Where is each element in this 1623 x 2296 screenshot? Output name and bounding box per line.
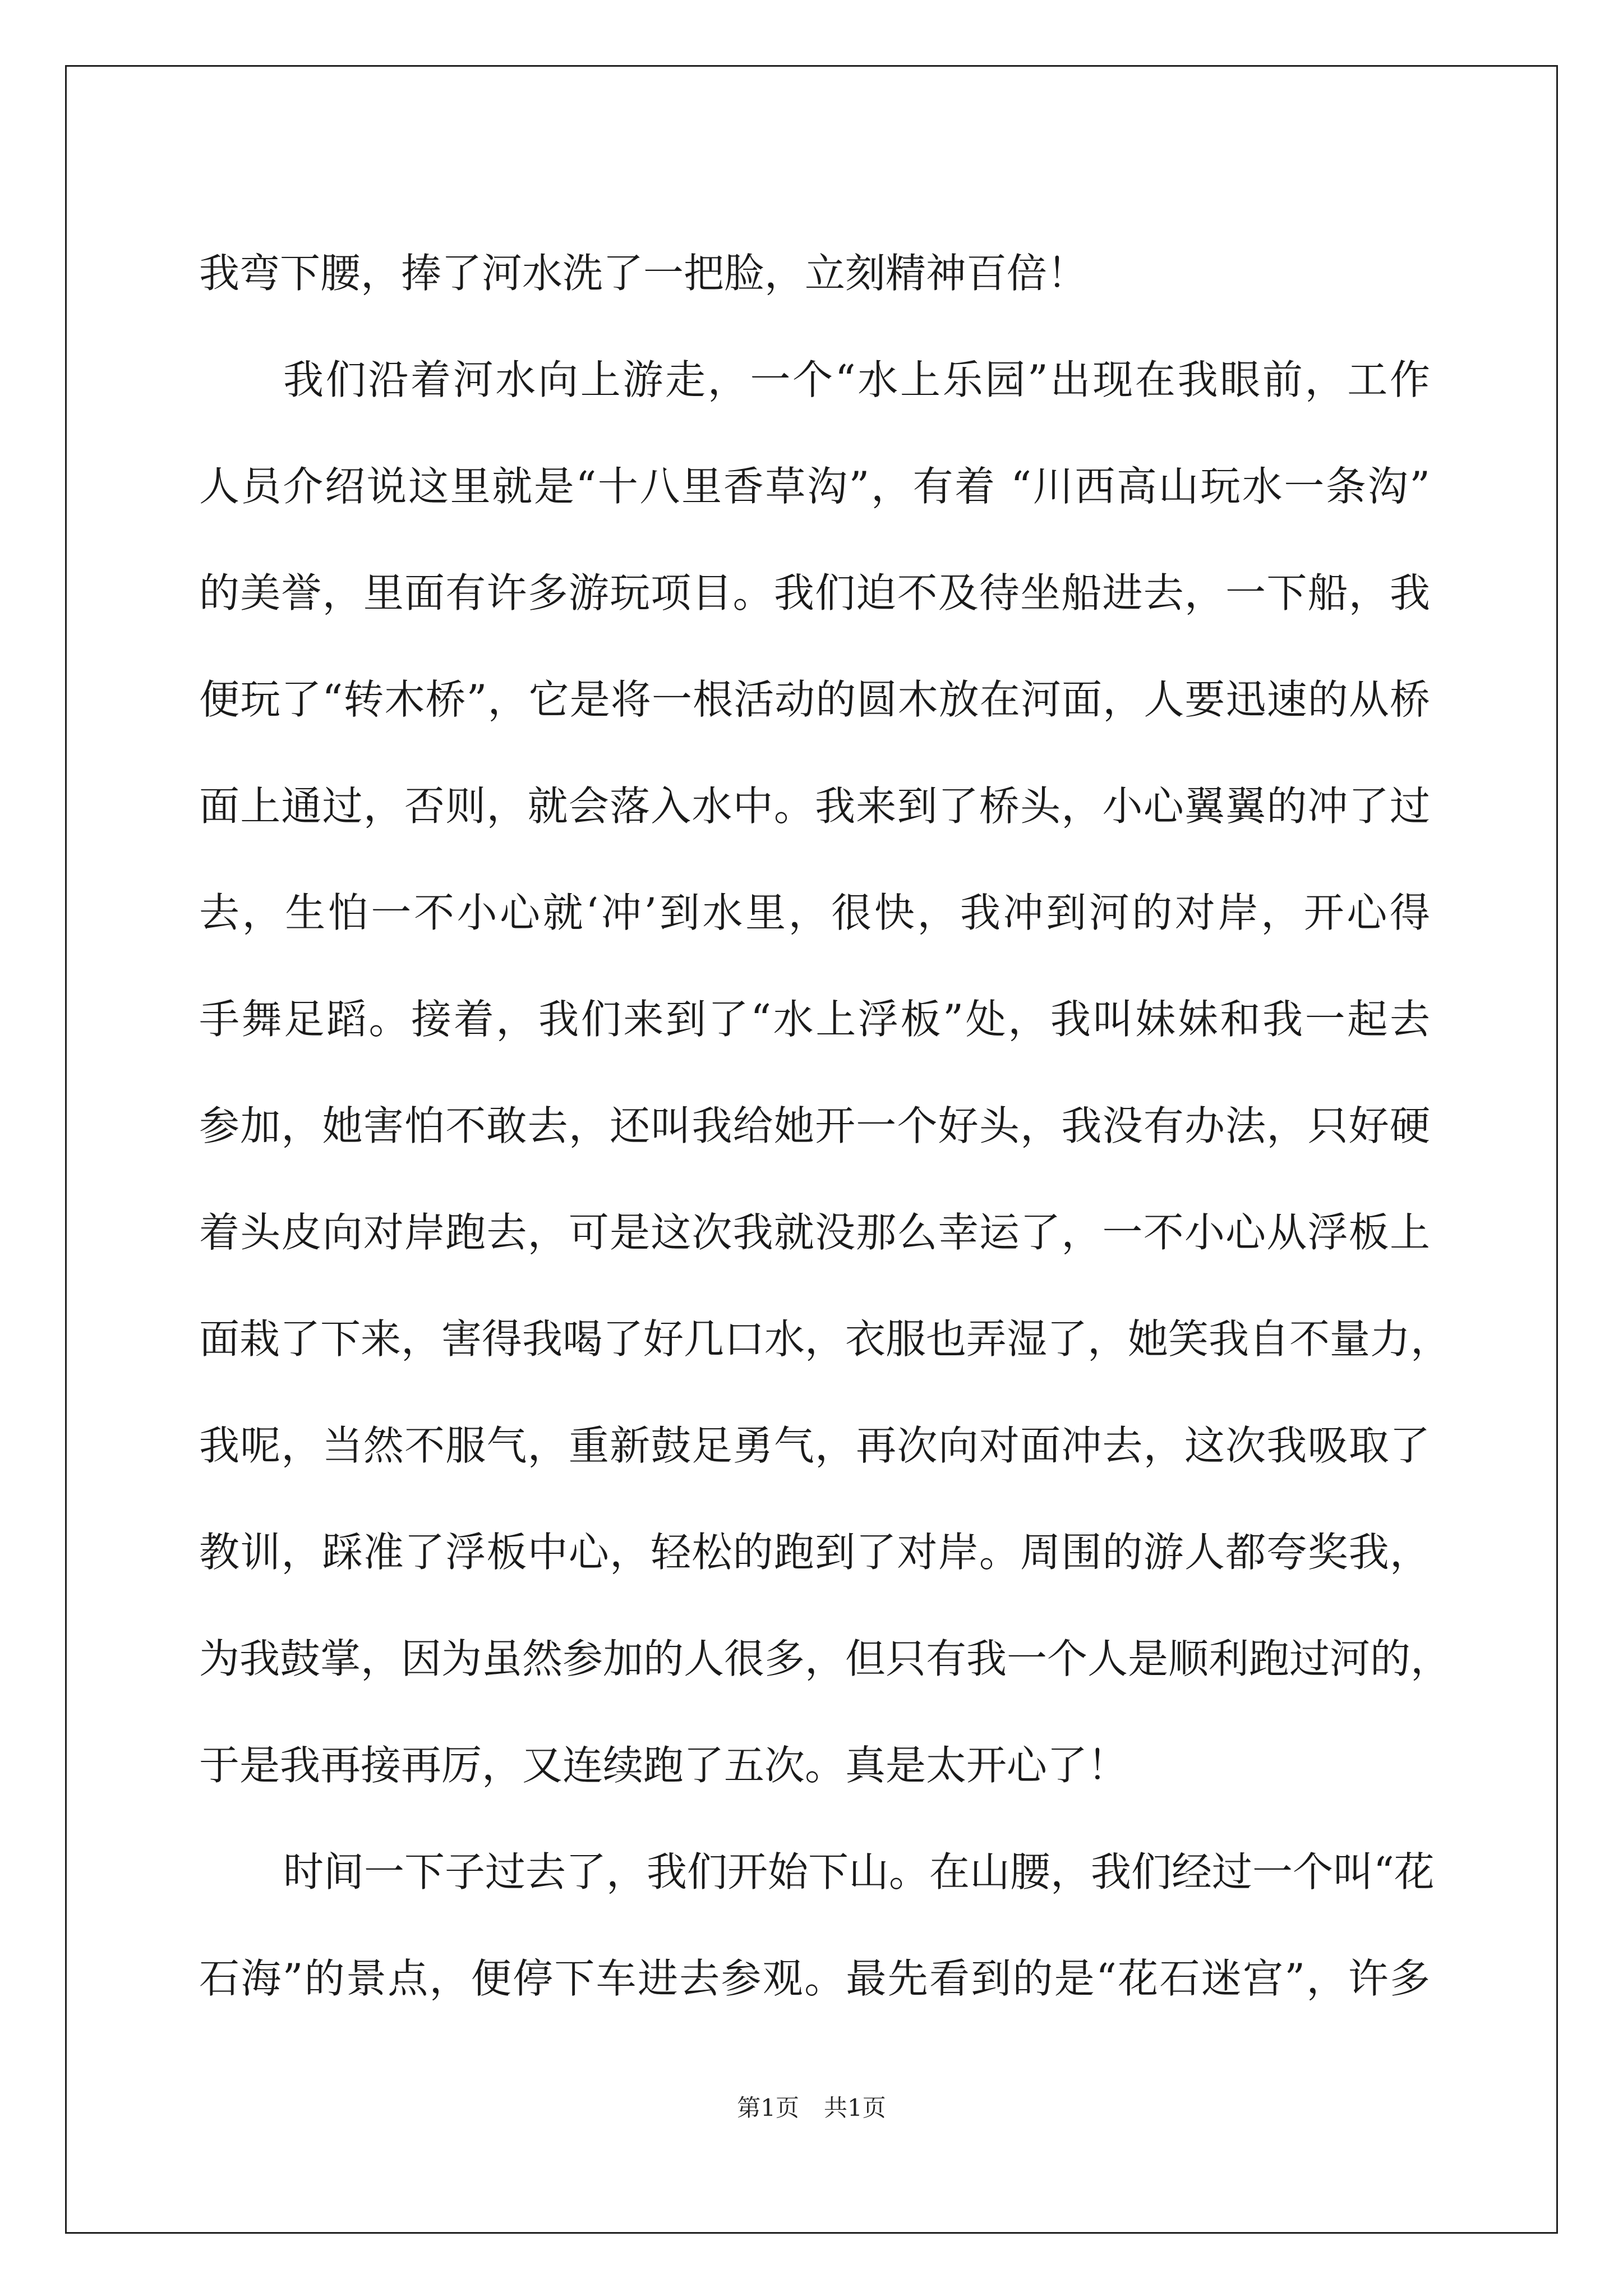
text-line: 去，生怕一不小心就‘冲’到水里，很快，我冲到河的对岸，开心得 xyxy=(199,889,1430,936)
paragraph-first-line: 我们沿着河水向上游走，一个“水上乐园”出现在我眼前，工作 xyxy=(283,356,1430,403)
text-line: 的美誉，里面有许多游玩项目。我们迫不及待坐船进去，一下船，我 xyxy=(199,569,1430,616)
text-line: 为我鼓掌，因为虽然参加的人很多，但只有我一个人是顺利跑过河的， xyxy=(199,1635,1451,1682)
text-line: 面上通过，否则，就会落入水中。我来到了桥头，小心翼翼的冲了过 xyxy=(199,783,1430,830)
text-line: 参加，她害怕不敢去，还叫我给她开一个好头，我没有办法，只好硬 xyxy=(199,1102,1430,1149)
text-line: 教训，踩准了浮板中心，轻松的跑到了对岸。周围的游人都夸奖我， xyxy=(199,1529,1430,1576)
text-line: 石海”的景点，便停下车进去参观。最先看到的是“花石迷宫”，许多 xyxy=(199,1955,1430,2002)
text-line: 便玩了“转木桥”，它是将一根活动的圆木放在河面，人要迅速的从桥 xyxy=(199,676,1430,723)
page-footer xyxy=(0,2091,1623,2125)
text-line: 人员介绍说这里就是“十八里香草沟”，有着 “川西高山玩水一条沟” xyxy=(199,463,1430,510)
text-line: 手舞足蹈。接着，我们来到了“水上浮板”处，我叫妹妹和我一起去 xyxy=(199,996,1430,1043)
text-line: 我呢，当然不服气，重新鼓足勇气，再次向对面冲去，这次我吸取了 xyxy=(199,1422,1430,1469)
page-number: 第1页 xyxy=(737,2094,799,2122)
text-line: 着头皮向对岸跑去，可是这次我就没那么幸运了，一不小心从浮板上 xyxy=(199,1209,1430,1256)
document-body xyxy=(199,220,1451,2032)
paragraph-first-line: 时间一下子过去了，我们开始下山。在山腰，我们经过一个叫“花 xyxy=(283,1848,1435,1895)
text-line: 面栽了下来，害得我喝了好几口水，衣服也弄湿了，她笑我自不量力， xyxy=(199,1315,1451,1363)
page-total: 共1页 xyxy=(824,2094,886,2122)
text-line: 我弯下腰，捧了河水洗了一把脸，立刻精神百倍！ xyxy=(199,250,1088,297)
text-line: 于是我再接再厉，又连续跑了五次。真是太开心了！ xyxy=(199,1742,1128,1789)
